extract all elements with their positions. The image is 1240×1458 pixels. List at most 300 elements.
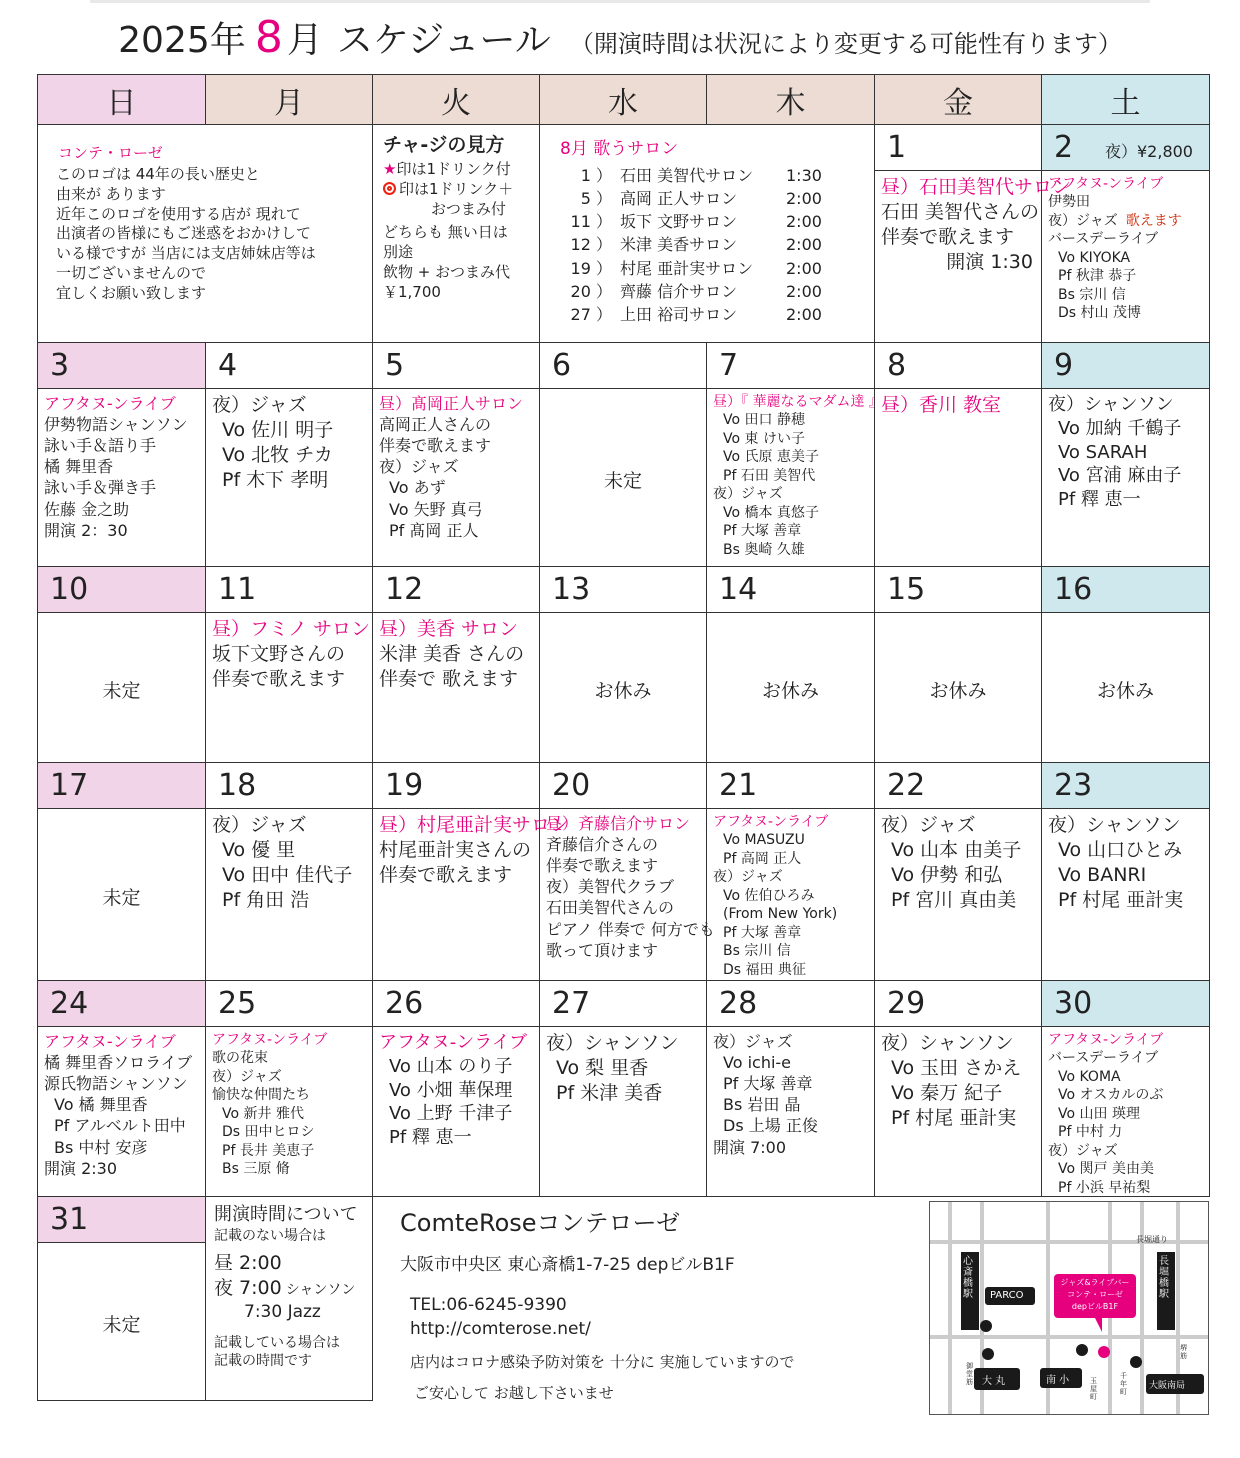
- schedule-line: [44, 1115, 201, 1136]
- intro-line: 近年このロゴを使用する店が 現れて: [56, 204, 301, 223]
- schedule-line: [713, 961, 870, 979]
- start-time-info-box: [205, 1196, 373, 1401]
- schedule-line: [1048, 267, 1205, 285]
- day-number[interactable]: 27: [540, 981, 706, 1027]
- schedule-line: [1048, 1179, 1205, 1197]
- day-number[interactable]: 9: [1042, 343, 1209, 389]
- salon-name: 高岡 正人サロン: [620, 189, 738, 209]
- day-cell-24: [37, 980, 206, 1197]
- day-schedule: [713, 1031, 870, 1194]
- day-number[interactable]: 20: [540, 763, 706, 809]
- schedule-text: 夜）ジャズ: [713, 869, 783, 886]
- schedule-line: [379, 1126, 535, 1150]
- top-divider: [90, 0, 1150, 3]
- day-schedule: [1048, 175, 1205, 340]
- schedule-text: Vo 山本 由美子: [891, 839, 1022, 862]
- schedule-line: [881, 813, 1037, 838]
- day-number[interactable]: 1: [875, 125, 1041, 171]
- schedule-text: アフタヌ-ンライブ: [1048, 176, 1164, 192]
- schedule-text: Pf 村尾 亜計実: [891, 1107, 1017, 1130]
- day-number[interactable]: 29: [875, 981, 1041, 1027]
- title-year: 2025年: [118, 20, 246, 61]
- schedule-line: [379, 838, 535, 863]
- day-cell-5: [372, 342, 540, 567]
- day-number[interactable]: 4: [206, 343, 372, 389]
- salon-item: [560, 164, 822, 187]
- schedule-line: [212, 863, 368, 888]
- schedule-line: [546, 876, 702, 897]
- day-number[interactable]: 22: [875, 763, 1041, 809]
- schedule-text: Vo 田口 静穂: [723, 412, 805, 429]
- times-title: 開演時間について: [214, 1204, 358, 1225]
- schedule-line: [713, 1073, 870, 1094]
- salon-time: 2:00: [786, 281, 822, 301]
- schedule-line: [212, 1031, 368, 1049]
- day-cell-8: [874, 342, 1042, 567]
- schedule-line: [44, 435, 201, 456]
- schedule-line: [881, 888, 1037, 913]
- charge-line: ￥1,700: [383, 282, 441, 301]
- weekday-header-sat: 土: [1041, 74, 1210, 125]
- day-schedule: [713, 393, 883, 564]
- store-name: ComteRoseコンテローゼ: [400, 1209, 681, 1237]
- day-number[interactable]: 17: [38, 763, 205, 809]
- schedule-text: 橘 舞里香: [44, 457, 114, 477]
- schedule-line: [1048, 230, 1205, 248]
- schedule-line: [713, 850, 870, 868]
- day-schedule: [546, 813, 715, 978]
- schedule-line: [713, 887, 870, 905]
- schedule-line: [881, 863, 1037, 888]
- title-note: （開演時間は状況により変更する可能性有ります）: [569, 30, 1122, 58]
- schedule-text: 夜）ジャズ: [1048, 1142, 1118, 1159]
- salon-item: [560, 210, 822, 233]
- store-url[interactable]: http://comterose.net/: [410, 1319, 591, 1339]
- day-number[interactable]: 16: [1042, 567, 1209, 613]
- times-night: [214, 1276, 358, 1301]
- schedule-text: Pf 木下 孝明: [222, 469, 329, 492]
- schedule-text: Vo 優 里: [222, 839, 296, 862]
- day-schedule: [881, 1031, 1037, 1194]
- weekday-header-thu: 木: [706, 74, 875, 125]
- schedule-text: Pf 大塚 善章: [723, 1074, 813, 1094]
- schedule-text: Vo 氏原 恵美子: [723, 449, 819, 466]
- day-cell-25: [205, 980, 373, 1197]
- schedule-text: 昼）美香 サロン: [379, 618, 519, 640]
- map-label-daimaru: 大 丸: [982, 1376, 1006, 1387]
- schedule-text: Pf 村尾 亜計実: [1058, 889, 1184, 912]
- schedule-line: [212, 1049, 368, 1067]
- schedule-text: ピアノ 伴奏で 何方でも: [546, 919, 715, 939]
- schedule-text: Pf 小浜 早祐梨: [1058, 1179, 1151, 1196]
- schedule-text: 夜）ジャズ: [881, 814, 976, 836]
- schedule-line: [212, 642, 368, 667]
- schedule-text: Bs 中村 安彦: [54, 1137, 148, 1157]
- day-cell-19: [372, 762, 570, 981]
- schedule-line: [1048, 1142, 1205, 1160]
- schedule-text: Vo 山本 のり子: [389, 1055, 513, 1077]
- schedule-text: Vo 梨 里香: [556, 1057, 649, 1080]
- schedule-text: 伴奏で歌えます: [379, 864, 513, 887]
- schedule-text: 夜）美智代クラブ: [546, 877, 675, 897]
- schedule-text: 夜）シャンソン: [546, 1032, 679, 1054]
- star-icon: ★: [383, 160, 397, 179]
- schedule-text: Vo 関戸 美由美: [1058, 1161, 1154, 1178]
- schedule-line: [881, 225, 1037, 250]
- store-info: [400, 1201, 920, 1403]
- schedule-text: Vo 橋本 真悠子: [723, 504, 819, 521]
- schedule-text: Pf 石田 美智代: [723, 467, 816, 484]
- schedule-text: 昼）『 華麗なるマダム達 』: [713, 394, 883, 410]
- salon-time: 2:00: [786, 189, 822, 209]
- schedule-text: 夜）ジャズ: [713, 1032, 793, 1051]
- times-note1: 記載している場合は: [214, 1334, 340, 1351]
- day-number[interactable]: 13: [540, 567, 706, 613]
- schedule-line: [713, 1094, 870, 1115]
- store-covid-note1: 店内はコロナ感染予防対策を 十分に 実施していますので: [410, 1353, 795, 1371]
- schedule-text: アフタヌ-ンライブ: [212, 1032, 328, 1048]
- day-number[interactable]: 23: [1042, 763, 1209, 809]
- day-status: お休み: [1096, 680, 1154, 702]
- salon-time: 1:30: [786, 165, 822, 185]
- schedule-text: 夜）シャンソン: [1048, 394, 1174, 415]
- charge-circle-text: 印は1ドリンク＋: [399, 179, 514, 198]
- salon-day: 11 ）: [570, 212, 612, 232]
- day-schedule: [1048, 393, 1205, 564]
- schedule-text: 昼）斉藤信介サロン: [546, 814, 691, 833]
- charge-circle-line: [383, 180, 513, 200]
- schedule-text: Vo 矢野 真弓: [389, 499, 483, 519]
- day-cell-13: [539, 566, 707, 763]
- schedule-line: [212, 1123, 368, 1141]
- schedule-text: Pf 中村 力: [1058, 1124, 1123, 1141]
- day-status: お休み: [929, 680, 987, 702]
- schedule-text: 夜）ジャズ: [212, 814, 307, 836]
- day-number[interactable]: 28: [707, 981, 874, 1027]
- day-status: 未定: [102, 1314, 141, 1336]
- schedule-line: [881, 1081, 1037, 1106]
- schedule-text: Pf 秋津 恭子: [1058, 268, 1137, 285]
- map-label-sakaisuji: 堺筋: [1180, 1344, 1187, 1360]
- schedule-line: [44, 1094, 201, 1115]
- salon-time: 2:00: [786, 305, 822, 325]
- schedule-text: Pf 大塚 善章: [723, 924, 802, 941]
- schedule-text: 開演 7:00: [713, 1137, 787, 1157]
- schedule-text: Pf アルベルト田中: [54, 1116, 186, 1136]
- salon-list-box: [539, 124, 875, 343]
- schedule-text: Vo 玉田 さかえ: [891, 1057, 1022, 1080]
- schedule-text: 夜）ジャズ: [379, 457, 459, 477]
- day-number[interactable]: 10: [38, 567, 205, 613]
- map-label-sennichimae: 千年町: [1120, 1372, 1127, 1396]
- schedule-text: 開演 1:30: [946, 251, 1033, 274]
- schedule-text: Vo MASUZU: [723, 832, 805, 849]
- schedule-line: [379, 435, 535, 456]
- day-number[interactable]: 31: [38, 1197, 205, 1243]
- schedule-line: [1048, 1123, 1205, 1141]
- salon-name: 齊藤 信介サロン: [620, 281, 738, 301]
- schedule-line: [44, 1052, 201, 1073]
- day-charge: 夜）¥2,800: [1105, 142, 1193, 161]
- schedule-text: アフタヌ-ンライブ: [379, 1032, 528, 1053]
- day-schedule: [379, 617, 535, 760]
- schedule-text: 夜）ジャズ: [212, 394, 307, 416]
- intro-line: 宜しくお願い致します: [56, 283, 207, 302]
- schedule-text: 伴奏で歌えます: [212, 668, 346, 691]
- schedule-line: [713, 942, 870, 960]
- schedule-line: [1048, 193, 1205, 211]
- schedule-line: [713, 467, 870, 485]
- schedule-line: [1048, 838, 1205, 863]
- schedule-text: Vo KOMA: [1058, 1068, 1121, 1085]
- schedule-line: [713, 924, 870, 942]
- schedule-line: [1048, 393, 1205, 417]
- intro-line: いる様ですが 当店には支店姉妹店等は: [56, 244, 316, 263]
- schedule-text: 開演 2:30: [44, 1158, 118, 1178]
- day-number[interactable]: 8: [875, 343, 1041, 389]
- day-cell-11: [205, 566, 373, 763]
- schedule-text: バースデーライブ: [1048, 231, 1159, 248]
- schedule-text: Vo ichi-e: [723, 1053, 792, 1073]
- schedule-text: Vo 佐伯ひろみ: [723, 887, 815, 904]
- salon-day: 12 ）: [570, 235, 612, 255]
- schedule-text: Vo 宮浦 麻由子: [1058, 465, 1182, 487]
- schedule-text: 伴奏で 歌えます: [379, 668, 519, 691]
- schedule-line: [1048, 212, 1205, 230]
- day-number[interactable]: 25: [206, 981, 372, 1027]
- day-schedule: [713, 813, 870, 978]
- day-number[interactable]: 6: [540, 343, 706, 389]
- schedule-line: [713, 485, 870, 503]
- salon-name: 米津 美香サロン: [620, 235, 738, 255]
- day-number[interactable]: 11: [206, 567, 372, 613]
- times-noon-time: 2:00: [239, 1252, 282, 1275]
- schedule-line: [1048, 813, 1205, 838]
- day-cell-21: [706, 762, 875, 981]
- schedule-text: 詠い手＆語り手: [44, 436, 157, 456]
- charge-line: 別途: [383, 243, 414, 262]
- schedule-text: Bs 三原 脩: [222, 1161, 290, 1178]
- day-schedule: [881, 813, 1037, 978]
- day-status: 未定: [603, 470, 642, 492]
- schedule-text: Pf 長井 美恵子: [222, 1142, 315, 1159]
- schedule-line: [379, 1055, 535, 1079]
- intro-content: [56, 141, 316, 304]
- day-number[interactable]: 18: [206, 763, 372, 809]
- schedule-text: 伴奏で歌えます: [546, 856, 659, 876]
- schedule-text: 高岡正人さんの: [379, 415, 492, 435]
- map-label-nanko: 南 小: [1046, 1375, 1070, 1386]
- salon-name: 坂下 文野サロン: [620, 212, 738, 232]
- schedule-text: Ds 上場 正俊: [723, 1116, 818, 1136]
- schedule-text: アフタヌ-ンライブ: [44, 394, 176, 413]
- day-number[interactable]: 24: [38, 981, 205, 1027]
- day-status: お休み: [594, 680, 652, 702]
- schedule-line: [44, 1137, 201, 1158]
- schedule-line: [212, 838, 368, 863]
- schedule-text: Vo 上野 千津子: [389, 1103, 513, 1125]
- schedule-line: [713, 1031, 870, 1052]
- schedule-line: [212, 888, 368, 913]
- day-cell-12: [372, 566, 540, 763]
- salon-item: [560, 303, 822, 326]
- schedule-text: 夜）シャンソン: [881, 1032, 1014, 1054]
- schedule-text: Vo 秦万 紀子: [891, 1082, 1003, 1105]
- day-cell-17: [37, 762, 206, 981]
- schedule-line: [379, 499, 535, 520]
- schedule-text: Pf 釋 恵一: [1058, 489, 1141, 510]
- day-schedule: [1048, 813, 1205, 978]
- schedule-line: [212, 1160, 368, 1178]
- schedule-text: Ds 村山 茂博: [1058, 305, 1141, 322]
- schedule-text: 夜）ジャズ: [212, 1068, 282, 1085]
- schedule-text: Pf 釋 恵一: [389, 1127, 472, 1148]
- intro-line: 一切ございませんので: [56, 263, 207, 282]
- day-number[interactable]: 21: [707, 763, 874, 809]
- title-schedule: スケジュール: [336, 20, 551, 61]
- schedule-line: [881, 838, 1037, 863]
- day-schedule: [379, 1031, 535, 1194]
- schedule-text: 夜）シャンソン: [1048, 814, 1181, 836]
- double-circle-icon: [383, 182, 396, 195]
- map-label-minami-police: 大阪南局: [1149, 1381, 1186, 1391]
- day-cell-23: [1041, 762, 1210, 981]
- schedule-text: 詠い手＆弾き手: [44, 478, 157, 498]
- salon-name: 上田 裕司サロン: [620, 305, 738, 325]
- times-note2: 記載の時間です: [214, 1353, 312, 1370]
- day-number[interactable]: 5: [373, 343, 539, 389]
- schedule-text: Vo 新井 雅代: [222, 1105, 304, 1122]
- times-night-label: 夜: [214, 1277, 234, 1300]
- schedule-line: [546, 834, 702, 855]
- schedule-line: [713, 504, 870, 522]
- salon-time: 2:00: [786, 258, 822, 278]
- schedule-line: [44, 414, 201, 435]
- map-label-parco: PARCO: [990, 1290, 1024, 1301]
- schedule-line: [881, 200, 1040, 225]
- schedule-line: [212, 468, 368, 493]
- schedule-text: 昼）石田美智代サロン: [881, 176, 1072, 198]
- day-number[interactable]: 7: [707, 343, 874, 389]
- intro-line: 由来が あります: [56, 184, 166, 203]
- schedule-text: 橘 舞里香ソロライブ: [44, 1053, 193, 1073]
- day-number[interactable]: 2: [1042, 125, 1209, 171]
- page-title: [0, 12, 1240, 63]
- day-cell-22: [874, 762, 1042, 981]
- schedule-line: [44, 499, 201, 520]
- schedule-line: [379, 1102, 535, 1126]
- day-schedule: [212, 393, 368, 564]
- schedule-text: 昼）髙岡正人サロン: [379, 394, 524, 413]
- day-status: お休み: [761, 680, 819, 702]
- day-number[interactable]: 15: [875, 567, 1041, 613]
- day-number[interactable]: 14: [707, 567, 874, 613]
- salon-title: 8月 歌うサロン: [560, 139, 679, 159]
- schedule-text: アフタヌ-ンライブ: [1048, 1032, 1164, 1048]
- schedule-text: Bs 宗川 信: [1058, 286, 1126, 303]
- day-number[interactable]: 30: [1042, 981, 1209, 1027]
- schedule-line: [44, 1031, 201, 1052]
- day-cell-26: [372, 980, 540, 1197]
- day-cell-9: [1041, 342, 1210, 567]
- salon-day: 19 ）: [570, 258, 612, 278]
- day-schedule: [379, 393, 535, 564]
- schedule-text: 昼）村尾亜計実サロン: [379, 814, 570, 836]
- day-number[interactable]: 12: [373, 567, 539, 613]
- day-schedule: [212, 813, 368, 978]
- schedule-line: [1048, 1049, 1205, 1067]
- schedule-line: [546, 1031, 702, 1056]
- schedule-text: Vo 山田 瑛理: [1058, 1105, 1140, 1122]
- store-address: 大阪市中央区 東心斎橋1-7-25 depビルB1F: [400, 1255, 735, 1275]
- intro-line: 出演者の皆様にもご迷惑をおかけして: [56, 224, 312, 243]
- schedule-line: [212, 1086, 368, 1104]
- schedule-line: [1048, 488, 1205, 512]
- schedule-text: Vo 佐川 明子: [222, 419, 334, 442]
- schedule-text: 石田美智代さんの: [546, 898, 675, 918]
- day-number[interactable]: 19: [373, 763, 539, 809]
- store-tel: TEL:06-6245-9390: [410, 1295, 567, 1315]
- schedule-line: [713, 1137, 870, 1158]
- schedule-line: [212, 617, 371, 642]
- schedule-text: Pf 髙岡 正人: [389, 520, 479, 540]
- day-cell-4: [205, 342, 373, 567]
- schedule-line: [379, 667, 535, 692]
- schedule-line: [713, 1115, 870, 1136]
- day-cell-10: [37, 566, 206, 763]
- intro-box: [37, 124, 373, 343]
- day-schedule: [379, 813, 570, 978]
- schedule-line: [1048, 1031, 1205, 1049]
- day-cell-2: [1041, 124, 1210, 343]
- schedule-text: Vo KIYOKA: [1058, 249, 1131, 266]
- day-number[interactable]: 3: [38, 343, 205, 389]
- schedule-line: [546, 1081, 702, 1106]
- schedule-line: [379, 1031, 535, 1055]
- schedule-line: [546, 1056, 702, 1081]
- map-label-top-street: 長堀通り: [1136, 1235, 1168, 1244]
- salon-content: [560, 135, 822, 326]
- schedule-text: 愉快な仲間たち: [212, 1087, 310, 1104]
- schedule-text: 石田 美智代さんの: [881, 201, 1040, 224]
- schedule-line: [379, 813, 570, 838]
- schedule-highlight: 歌えます: [1125, 212, 1182, 229]
- schedule-line: [546, 813, 702, 834]
- schedule-line: [379, 642, 535, 667]
- schedule-text: Vo あず: [389, 478, 446, 498]
- schedule-text: Vo 伊勢 和弘: [891, 864, 1003, 887]
- schedule-line: [1048, 863, 1205, 888]
- day-schedule: [212, 617, 371, 760]
- day-number[interactable]: 26: [373, 981, 539, 1027]
- day-cell-6: [539, 342, 707, 567]
- schedule-text: Pf 大塚 善章: [723, 523, 802, 540]
- charge-star-line: [383, 160, 513, 180]
- schedule-line: [1048, 1068, 1205, 1086]
- charge-legend-box: [372, 124, 540, 343]
- schedule-line: [212, 813, 368, 838]
- schedule-line: [212, 667, 368, 692]
- schedule-line: [546, 919, 715, 940]
- salon-name: 村尾 亜計実サロン: [620, 258, 754, 278]
- schedule-line: [1048, 1160, 1205, 1178]
- day-schedule: [44, 393, 201, 564]
- charge-star-text: 印は1ドリンク付: [396, 160, 511, 179]
- schedule-text: 米津 美香 さんの: [379, 643, 525, 666]
- schedule-line: [546, 940, 702, 961]
- schedule-line: [212, 1142, 368, 1160]
- weekday-header-sun: 日: [37, 74, 206, 125]
